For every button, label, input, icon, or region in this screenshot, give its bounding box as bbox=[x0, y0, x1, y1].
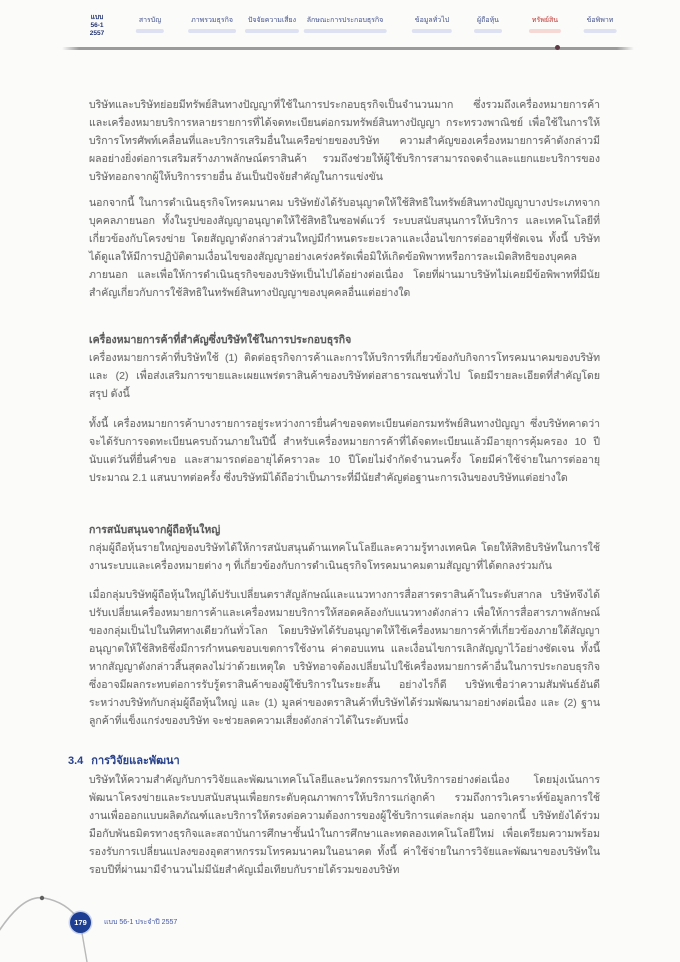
nav-tab-underline bbox=[304, 29, 387, 33]
curve-node-dot bbox=[40, 896, 44, 900]
nav-tab-underline bbox=[188, 29, 236, 33]
section-number: 3.4 bbox=[68, 755, 84, 767]
nav-active-position-dot bbox=[555, 45, 560, 50]
nav-tab-label: ปัจจัยความเสี่ยง bbox=[247, 17, 297, 24]
nav-tab-label: สารบัญ bbox=[138, 17, 162, 24]
nav-tab-label: ภาพรวมธุรกิจ bbox=[191, 17, 233, 24]
nav-tab-label: ข้อพิพาท bbox=[586, 17, 614, 24]
paragraph-licenses: นอกจากนี้ ในการดำเนินธุรกิจโทรคมนาคม บริษัทยังได้รับอนุญาตให้ใช้สิทธิในทรัพย์สินทางปัญญาบางประเภทจากบุคคลภายนอก ทั้งในรูปของสัญญาอนุญาตให้ใช้สิทธิในซอฟต์แวร์ ระบบสนับสนุนการให้บริการ และเทคโนโลยีที่เกี่ยวข้องกับโครงข่าย โดยสัญญาดังกล่าวส่วนใหญ่มีกำหนดระยะเวลาและเงื่อนไขการต่ออายุที่ชัดเจน ทั้งนี้ บริษัทได้ดูแลให้มีการปฏิบัติตามเงื่อนไขของสัญญาอย่างเคร่งครัดเพื่อมิให้เกิดข้อพิพาทหรือการละเมิดสิทธิของบุคคลภายนอก และเพื่อให้การดำเนินธุรกิจของบริษัทเป็นไปได้อย่างต่อเนื่อง โดยที่ผ่านมาบริษัทไม่เคยมีข้อพิพาทที่มีนัยสำคัญเกี่ยวกับการใช้สิทธิในทรัพย์สินทางปัญญาของบุคคลอื่นแต่อย่างใด bbox=[89, 197, 600, 299]
paragraph-brand-license: เมื่อกลุ่มบริษัทผู้ถือหุ้นใหญ่ได้ปรับเปลี่ยนตราสัญลักษณ์และแนวทางการสื่อสารตราสินค้าในระดับสากล บริษัทจึงได้ปรับเปลี่ยนเครื่องหมายการค้าและเครื่องหมายบริการให้สอดคล้องกับแนวทางดังกล่าว เพื่อให้การสื่อสารภาพลักษณ์ของกลุ่มเป็นไปในทิศทางเดียวกันทั่วโลก โดยบริษัทได้รับอนุญาตให้ใช้เครื่องหมายการค้าที่เกี่ยวข้องภายใต้สัญญาอนุญาตให้ใช้สิทธิซึ่งมีการกำหนดขอบเขตการใช้งาน ค่าตอบแทน และเงื่อนไขการเลิกสัญญาไว้อย่างชัดเจน ทั้งนี้ หากสัญญาดังกล่าวสิ้นสุดลงไม่ว่าด้วยเหตุใด บริษัทอาจต้องเปลี่ยนไปใช้เครื่องหมายการค้าอื่นในการประกอบธุรกิจ ซึ่งอาจมีผลกระทบต่อการรับรู้ตราสินค้าของผู้ใช้บริการในระยะสั้น อย่างไรก็ดี บริษัทเชื่อว่าความสัมพันธ์อันดีระหว่างบริษัทกับกลุ่มผู้ถือหุ้นใหญ่ และ (1) มูลค่าของตราสินค้าที่บริษัทได้ร่วมพัฒนามาอย่างต่อเนื่อง และ (2) ฐานลูกค้าที่แข็งแกร่งของบริษัท จะช่วยลดความเสี่ยงดังกล่าวได้ในระดับหนึ่ง bbox=[89, 589, 600, 727]
subheading-trademarks: เครื่องหมายการค้าที่สำคัญซึ่งบริษัทใช้ในการประกอบธุรกิจ bbox=[89, 334, 352, 346]
paragraph-intellectual-property: บริษัทและบริษัทย่อยมีทรัพย์สินทางปัญญาที่ใช้ในการประกอบธุรกิจเป็นจำนวนมาก ซึ่งรวมถึงเครื่องหมายการค้าและเครื่องหมายบริการหลายรายการที่ได้จดทะเบียนต่อกรมทรัพย์สินทางปัญญา กระทรวงพาณิชย์ เพื่อใช้ในการให้บริการโทรศัพท์เคลื่อนที่และบริการเสริมอื่นในเครือข่ายของบริษัท ความสำคัญของเครื่องหมายการค้าดังกล่าวมีผลอย่างยิ่งต่อการเสริมสร้างภาพลักษณ์ตราสินค้า รวมถึงช่วยให้ผู้ใช้บริการสามารถจดจำและแยกแยะบริการของบริษัทออกจากผู้ให้บริการรายอื่น อันเป็นปัจจัยสำคัญในการแข่งขัน bbox=[89, 99, 600, 183]
paragraph-research-development: บริษัทให้ความสำคัญกับการวิจัยและพัฒนาเทคโนโลยีและนวัตกรรมการให้บริการอย่างต่อเนื่อง โดยมุ่งเน้นการพัฒนาโครงข่ายและระบบสนับสนุนเพื่อยกระดับคุณภาพการให้บริการแก่ลูกค้า รวมถึงการวิเคราะห์ข้อมูลการใช้งานเพื่อออกแบบผลิตภัณฑ์และบริการให้ตรงต่อความต้องการของผู้ใช้บริการแต่ละกลุ่ม นอกจากนี้ บริษัทยังได้ร่วมมือกับพันธมิตรทางธุรกิจและสถาบันการศึกษาชั้นนำในการศึกษาและทดลองเทคโนโลยีใหม่ เพื่อเตรียมความพร้อมรองรับการเปลี่ยนแปลงของอุตสาหกรรมโทรคมนาคมในอนาคต ทั้งนี้ ค่าใช้จ่ายในการวิจัยและพัฒนาของบริษัทในรอบปีที่ผ่านมามีจำนวนไม่มีนัยสำคัญเมื่อเทียบกับรายได้รวมของบริษัท bbox=[89, 774, 600, 876]
nav-tab-underline bbox=[584, 29, 617, 33]
nav-tab-overview[interactable] bbox=[191, 16, 233, 33]
nav-tab-label: ข้อมูลทั่วไป bbox=[414, 17, 450, 24]
paragraph-registration: ทั้งนี้ เครื่องหมายการค้าบางรายการอยู่ระหว่างการยื่นคำขอจดทะเบียนต่อกรมทรัพย์สินทางปัญญา ซึ่งบริษัทคาดว่าจะได้รับการจดทะเบียนครบถ้วนภายในปีนี้ สำหรับเครื่องหมายการค้าที่ได้จดทะเบียนแล้วมีอายุการคุ้มครอง 10 ปีนับแต่วันที่ยื่นคำขอ และสามารถต่ออายุได้คราวละ 10 ปีโดยไม่จำกัดจำนวนครั้ง โดยมีค่าใช้จ่ายในการต่ออายุประมาณ 2.1 แสนบาทต่อครั้ง ซึ่งบริษัทมิได้ถือว่าเป็นภาระที่มีนัยสำคัญต่อฐานะการเงินของบริษัทแต่อย่างใด bbox=[89, 418, 600, 484]
nav-tab-contents[interactable] bbox=[139, 16, 161, 33]
subheading-shareholder-support: การสนับสนุนจากผู้ถือหุ้นใหญ่ bbox=[89, 524, 221, 536]
nav-tab-label: ลักษณะการประกอบธุรกิจ bbox=[306, 17, 384, 24]
doc-logo-line3: 2557 bbox=[89, 30, 105, 37]
nav-tab-disputes[interactable] bbox=[587, 16, 614, 33]
nav-tab-general-info[interactable] bbox=[415, 16, 449, 33]
nav-tab-underline bbox=[474, 29, 502, 33]
section-heading-3-4 bbox=[68, 753, 608, 769]
paragraph-trademark-usage: เครื่องหมายการค้าที่บริษัทใช้ (1) ติดต่อธุรกิจการค้าและการให้บริการที่เกี่ยวข้องกับกิจการโทรคมนาคมของบริษัท และ (2) เพื่อส่งเสริมการขายและเผยแพร่ตราสินค้าของบริษัทต่อสาธารณชนทั่วไป โดยมีรายละเอียดที่สำคัญโดยสรุป ดังนี้ bbox=[89, 352, 600, 400]
nav-tab-risk-factors[interactable] bbox=[248, 16, 296, 33]
nav-progress-rule bbox=[62, 47, 634, 50]
section-title: การวิจัยและพัฒนา bbox=[91, 755, 180, 767]
paragraph-shareholder-support: กลุ่มผู้ถือหุ้นรายใหญ่ของบริษัทได้ให้การสนับสนุนด้านเทคโนโลยีและความรู้ทางเทคนิค โดยให้สิทธิบริษัทในการใช้งานระบบและเครื่องหมายต่าง ๆ ที่เกี่ยวข้องกับการดำเนินธุรกิจโทรคมนาคมตามสัญญาที่ได้ตกลงร่วมกัน bbox=[89, 542, 600, 572]
nav-tab-label: ผู้ถือหุ้น bbox=[477, 17, 499, 24]
nav-tab-underline bbox=[245, 29, 299, 33]
nav-tab-business[interactable] bbox=[307, 16, 384, 33]
doc-logo-line1: แบบ bbox=[90, 14, 104, 21]
nav-tab-shareholders[interactable] bbox=[477, 16, 499, 33]
page-number-badge: 179 bbox=[70, 912, 91, 933]
footer-doc-label: แบบ 56-1 ประจำปี 2557 bbox=[104, 919, 178, 926]
nav-tab-underline bbox=[529, 29, 561, 33]
nav-tab-assets-active[interactable] bbox=[532, 16, 558, 33]
doc-logo-line2: 56-1 bbox=[90, 22, 104, 29]
decorative-curve bbox=[0, 840, 230, 962]
nav-tab-label: ทรัพย์สิน bbox=[531, 17, 559, 24]
nav-tab-underline bbox=[412, 29, 452, 33]
nav-tab-underline bbox=[136, 29, 164, 33]
doc-logo[interactable] bbox=[84, 14, 110, 38]
